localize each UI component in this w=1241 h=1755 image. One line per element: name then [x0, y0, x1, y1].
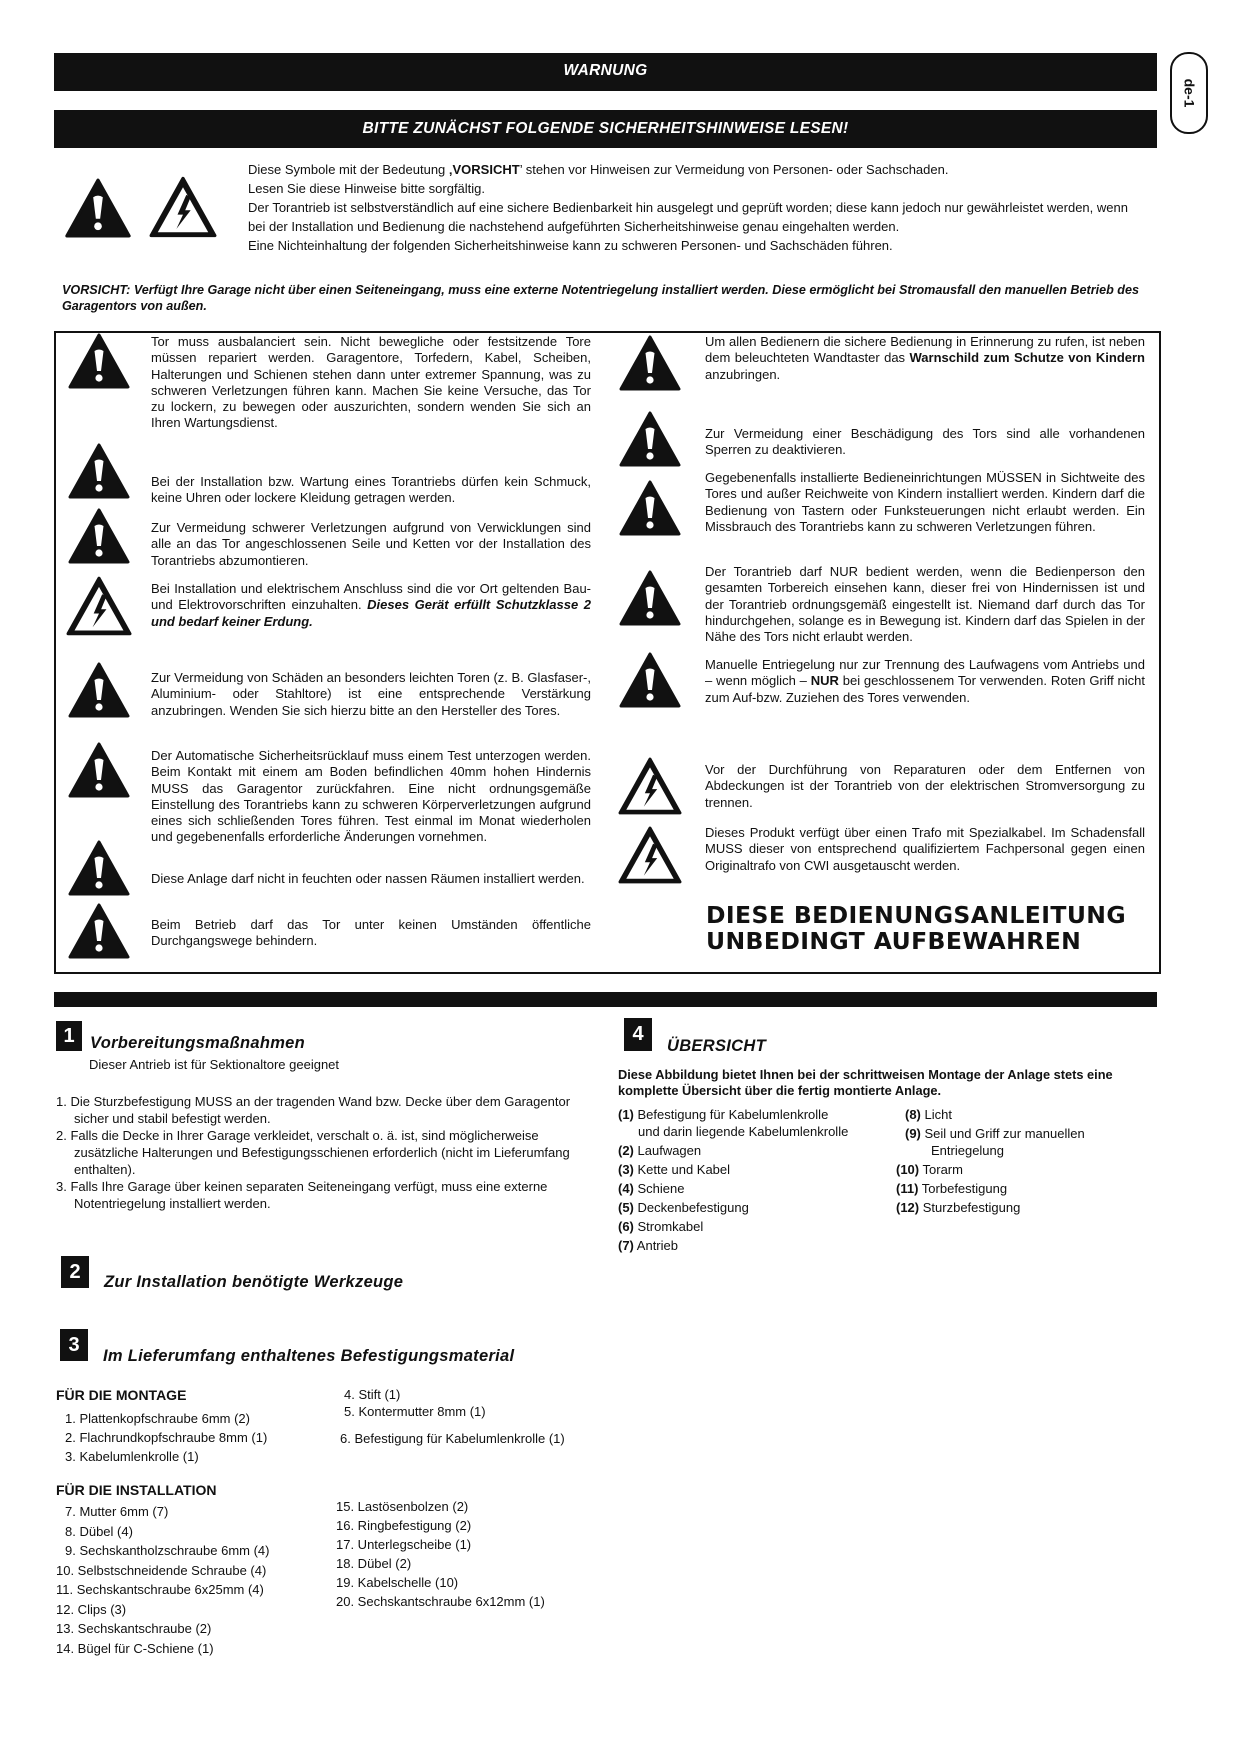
- list-item: Entriegelung: [931, 1143, 1004, 1158]
- warning-triangle-icon: [68, 662, 130, 718]
- montage-heading: FÜR DIE MONTAGE: [56, 1387, 187, 1403]
- list-item: 7. Mutter 6mm (7): [65, 1504, 169, 1519]
- safety-item-ropes: Zur Vermeidung schwerer Verletzungen aufgrund von Verwicklungen sind alle an das Tor angeschlossenen Seile und Ketten vor der Installation des Torantriebs abzumontieren.: [151, 520, 591, 568]
- section-number-3: 3: [60, 1329, 88, 1361]
- list-item: (6) Stromkabel: [618, 1219, 704, 1234]
- warning-triangle-icon: [619, 652, 681, 708]
- overview-list-left: [618, 1106, 888, 1254]
- list-item: (1) Befestigung für Kabelumlenkrolle: [618, 1107, 829, 1122]
- list-item: und darin liegende Kabelumlenkrolle: [638, 1124, 849, 1139]
- warning-triangle-icon: [64, 178, 132, 238]
- list-item: 6. Befestigung für Kabelumlenkrolle (1): [340, 1431, 565, 1446]
- list-item: (4) Schiene: [618, 1181, 685, 1196]
- warning-triangle-icon: [68, 443, 130, 499]
- warning-triangle-icon: [68, 903, 130, 959]
- safety-item-reverse-test: Der Automatische Sicherheitsrücklauf muss einem Test unterzogen werden. Beim Kontakt mit einem am Boden befindlichen 40mm hohen Hindernis MUSS das Garagentor zurückfahren. Eine nicht ordnungsgemäße Einstellung des Torantriebs kann zu schweren Körperverletzungen aufgrund eines sich schließenden Tores führen. Test einmal im Monat wiederholen und gegebenenfalls erforderliche Änderungen vornehmen.: [151, 748, 591, 845]
- overview-list-right: [896, 1106, 1156, 1216]
- section-divider: [54, 992, 1157, 1007]
- electric-shock-icon: [66, 576, 132, 636]
- section-2-title: Zur Installation benötigte Werkzeuge: [104, 1273, 404, 1291]
- installation-list-left: [56, 1502, 269, 1658]
- installation-list-right: [336, 1497, 545, 1611]
- safety-item-transformer: Dieses Produkt verfügt über einen Trafo mit Spezialkabel. Im Schadensfall MUSS dieser von entsprechend qualifiziertem Fachpersonal gegen einen Originaltrafo von CWI ausgetauscht werden.: [705, 825, 1145, 873]
- montage-list-left: [65, 1409, 267, 1466]
- list-item: (9) Seil und Griff zur manuellen: [905, 1126, 1085, 1141]
- list-item: (11) Torbefestigung: [896, 1181, 1008, 1196]
- section-number-2: 2: [61, 1256, 89, 1288]
- safety-item-electrical: Bei Installation und elektrischem Anschluss sind die vor Ort geltenden Bau- und Elektrovorschriften einzuhalten. Dieses Gerät erfüllt Schutzklasse 2 und bedarf keiner Erdung.: [151, 581, 591, 629]
- safety-item-public-ways: Beim Betrieb darf das Tor unter keinen Umständen öffentliche Durchgangswege behindern.: [151, 917, 591, 949]
- list-item: 19. Kabelschelle (10): [336, 1575, 459, 1590]
- list-item: 3. Kabelumlenkrolle (1): [65, 1449, 199, 1464]
- list-item: 4. Stift (1): [344, 1387, 401, 1402]
- warning-banner: [54, 53, 1157, 91]
- page-tab: [1170, 52, 1208, 134]
- intro-line3: Der Torantrieb ist selbstverständlich auf eine sichere Bedienbarkeit hin ausgelegt und geprüft worden; diese kann jedoch nur gewährleistet werden, wenn bei der Installation und Bedienung die nachstehend aufgeführten Sicherheitshinweise genau eingehalten werden.: [248, 200, 1128, 234]
- list-item: (2) Laufwagen: [618, 1143, 702, 1158]
- list-item: (7) Antrieb: [618, 1238, 678, 1253]
- warning-triangle-icon: [68, 508, 130, 564]
- list-item: 17. Unterlegscheibe (1): [336, 1537, 472, 1552]
- caution-note: VORSICHT: Verfügt Ihre Garage nicht über einen Seiteneingang, muss eine externe Notentriegelung installiert werden. Diese ermöglicht bei Stromausfall den manuellen Betrieb des Garagentors von außen.: [62, 283, 1140, 313]
- list-item: 11. Sechskantschraube 6x25mm (4): [56, 1582, 264, 1597]
- safety-item-warning-sign: Um allen Bedienern die sichere Bedienung in Erinnerung zu rufen, ist neben dem beleuchteten Wandtaster das Warnschild zum Schutze von Kindern anzubringen.: [705, 334, 1145, 382]
- list-item: 8. Dübel (4): [65, 1523, 133, 1539]
- safety-item-jewelry: Bei der Installation bzw. Wartung eines Torantriebs dürfen kein Schmuck, keine Uhren oder lockere Kleidung getragen werden.: [151, 474, 591, 506]
- electric-shock-icon: [618, 757, 682, 815]
- section-number-4: 4: [624, 1018, 652, 1051]
- installation-heading: FÜR DIE INSTALLATION: [56, 1482, 217, 1498]
- read-first-title: BITTE ZUNÄCHST FOLGENDE SICHERHEITSHINWEISE LESEN!: [362, 120, 849, 137]
- montage-list-right: [340, 1386, 565, 1447]
- section-3-title: Im Lieferumfang enthaltenes Befestigungsmaterial: [103, 1347, 515, 1365]
- list-item: 14. Bügel für C-Schiene (1): [56, 1640, 214, 1656]
- electric-shock-icon: [618, 826, 682, 884]
- section-number-1: 1: [56, 1021, 82, 1051]
- list-item: 1. Die Sturzbefestigung MUSS an der tragenden Wand bzw. Decke über dem Garagentor sicher und stabil befestigt werden.: [56, 1094, 571, 1126]
- list-item: (12) Sturzbefestigung: [896, 1200, 1021, 1215]
- safety-item-balance: Tor muss ausbalanciert sein. Nicht bewegliche oder festsitzende Tore müssen repariert werden. Garagentore, Torfedern, Kabel, Scheiben, Halterungen und Schienen stehen dann unter extremer Spannung, was zu schweren Verletzungen führen kann. Machen Sie keine Versuche, das Tor zu lockern, zu bewegen oder auszurichten, sondern wenden Sie sich an Ihren Wartungsdienst.: [151, 334, 591, 431]
- list-item: 3. Falls Ihre Garage über keinen separaten Seiteneingang verfügt, muss eine externe Notentriegelung installiert werden.: [56, 1179, 548, 1211]
- list-item: 12. Clips (3): [56, 1601, 127, 1617]
- intro-text: Diese Symbole mit der Bedeutung ‚VORSICHT’ stehen vor Hinweisen zur Vermeidung von Personen- oder Sachschaden. Lesen Sie diese Hinweise bitte sorgfältig. Der Torantrieb ist selbstverständlich auf eine sichere Bedienbarkeit hin ausgelegt und geprüft worden; diese kann jedoch nur gewährleistet werden, wenn bei der Installation und Bedienung die nachstehend aufgeführten Sicherheitshinweise genau eingehalten werden. Eine Nichteinhaltung der folgenden Sicherheitshinweise kann zu schweren Personen- und Sachschäden führen.: [248, 160, 1148, 255]
- list-item: 1. Plattenkopfschraube 6mm (2): [65, 1411, 250, 1426]
- safety-item-repairs: Vor der Durchführung von Reparaturen oder dem Entfernen von Abdeckungen ist der Torantrieb von der elektrischen Stromversorgung zu trennen.: [705, 762, 1145, 810]
- intro-line2: Lesen Sie diese Hinweise bitte sorgfältig.: [248, 181, 486, 196]
- safety-item-wet-rooms: Diese Anlage darf nicht in feuchten oder nassen Räumen installiert werden.: [151, 871, 585, 886]
- warning-triangle-icon: [619, 411, 681, 467]
- list-item: 15. Lastösenbolzen (2): [336, 1499, 469, 1514]
- section-1-title: Vorbereitungsmaßnahmen: [90, 1034, 306, 1052]
- section-4-intro: Diese Abbildung bietet Ihnen bei der schrittweisen Montage der Anlage stets eine komplette Übersicht über die fertig montierte Anlage.: [618, 1067, 1113, 1098]
- safety-item-locks: Zur Vermeidung einer Beschädigung des Tors sind alle vorhandenen Sperren zu deaktivieren.: [705, 426, 1145, 458]
- list-item: 13. Sechskantschraube (2): [56, 1621, 212, 1636]
- list-item: (10) Torarm: [896, 1162, 963, 1177]
- section-1-list: [56, 1093, 596, 1212]
- list-item: 10. Selbstschneidende Schraube (4): [56, 1562, 267, 1578]
- list-item: (8) Licht: [905, 1107, 952, 1122]
- section-1-subtitle: Dieser Antrieb ist für Sektionaltore geeignet: [89, 1057, 340, 1072]
- safety-item-controls: Gegebenenfalls installierte Bedieneinrichtungen MÜSSEN in Sichtweite des Tores und außer Reichweite von Kindern installiert werden. Kindern darf die Bedienung von Tastern oder Funksteuerungen nicht erlaubt werden. Ein Missbrauch des Torantriebs kann zu schweren Verletzungen führen.: [705, 470, 1145, 534]
- safety-item-light-doors: Zur Vermeidung von Schäden an besonders leichten Toren (z. B. Glasfaser-, Aluminium- oder Stahltore) ist eine entsprechende Verstärkung anzubringen. Wenden Sie sich hierzu bitte an den Hersteller des Tores.: [151, 670, 591, 718]
- list-item: 18. Dübel (2): [336, 1556, 412, 1571]
- list-item: (3) Kette und Kabel: [618, 1162, 731, 1177]
- warning-triangle-icon: [68, 840, 130, 896]
- section-4-title: ÜBERSICHT: [667, 1037, 766, 1055]
- warning-triangle-icon: [619, 480, 681, 536]
- warning-triangle-icon: [68, 333, 130, 389]
- list-item: 16. Ringbefestigung (2): [336, 1518, 472, 1533]
- list-item: 9. Sechskantholzschraube 6mm (4): [65, 1543, 270, 1558]
- list-item: (5) Deckenbefestigung: [618, 1200, 749, 1215]
- warning-triangle-icon: [619, 335, 681, 391]
- warning-title: WARNUNG: [563, 62, 648, 79]
- list-item: 2. Falls die Decke in Ihrer Garage verkleidet, verschalt o. ä. ist, sind möglicherweise zusätzliche Halterungen und Befestigungsschienen erforderlich (nicht im Lieferumfang enthalten).: [56, 1128, 570, 1177]
- safety-item-manual-release: Manuelle Entriegelung nur zur Trennung des Laufwagens vom Antriebs und – wenn möglich – NUR bei geschlossenem Tor verwenden. Roten Griff nicht zum Auf-bzw. Zuziehen des Tores verwenden.: [705, 657, 1145, 705]
- electric-shock-icon: [149, 176, 217, 238]
- list-item: 5. Kontermutter 8mm (1): [344, 1404, 486, 1419]
- safety-item-operation: Der Torantrieb darf NUR bedient werden, wenn die Bedienperson den gesamten Torbereich einsehen kann, dieser frei von Hindernissen ist und der Torantrieb ordnungsgemäß eingestellt ist. Niemand darf durch das Tor hindurchgehen, solange es in Bewegung ist. Kindern darf das Spielen in der Nähe des Tors nicht erlaubt werden.: [705, 564, 1145, 645]
- intro-line4: Eine Nichteinhaltung der folgenden Sicherheitshinweise kann zu schweren Personen- und Sachschäden führen.: [248, 238, 893, 253]
- warning-triangle-icon: [619, 570, 681, 626]
- warning-triangle-icon: [68, 742, 130, 798]
- keep-manual-notice: DIESE BEDIENUNGSANLEITUNG UNBEDINGT AUFBEWAHREN: [706, 901, 1127, 955]
- list-item: 2. Flachrundkopfschraube 8mm (1): [65, 1430, 268, 1445]
- page-tab-label: de-1: [1180, 78, 1197, 108]
- list-item: 20. Sechskantschraube 6x12mm (1): [336, 1594, 545, 1609]
- read-first-banner: [54, 110, 1157, 148]
